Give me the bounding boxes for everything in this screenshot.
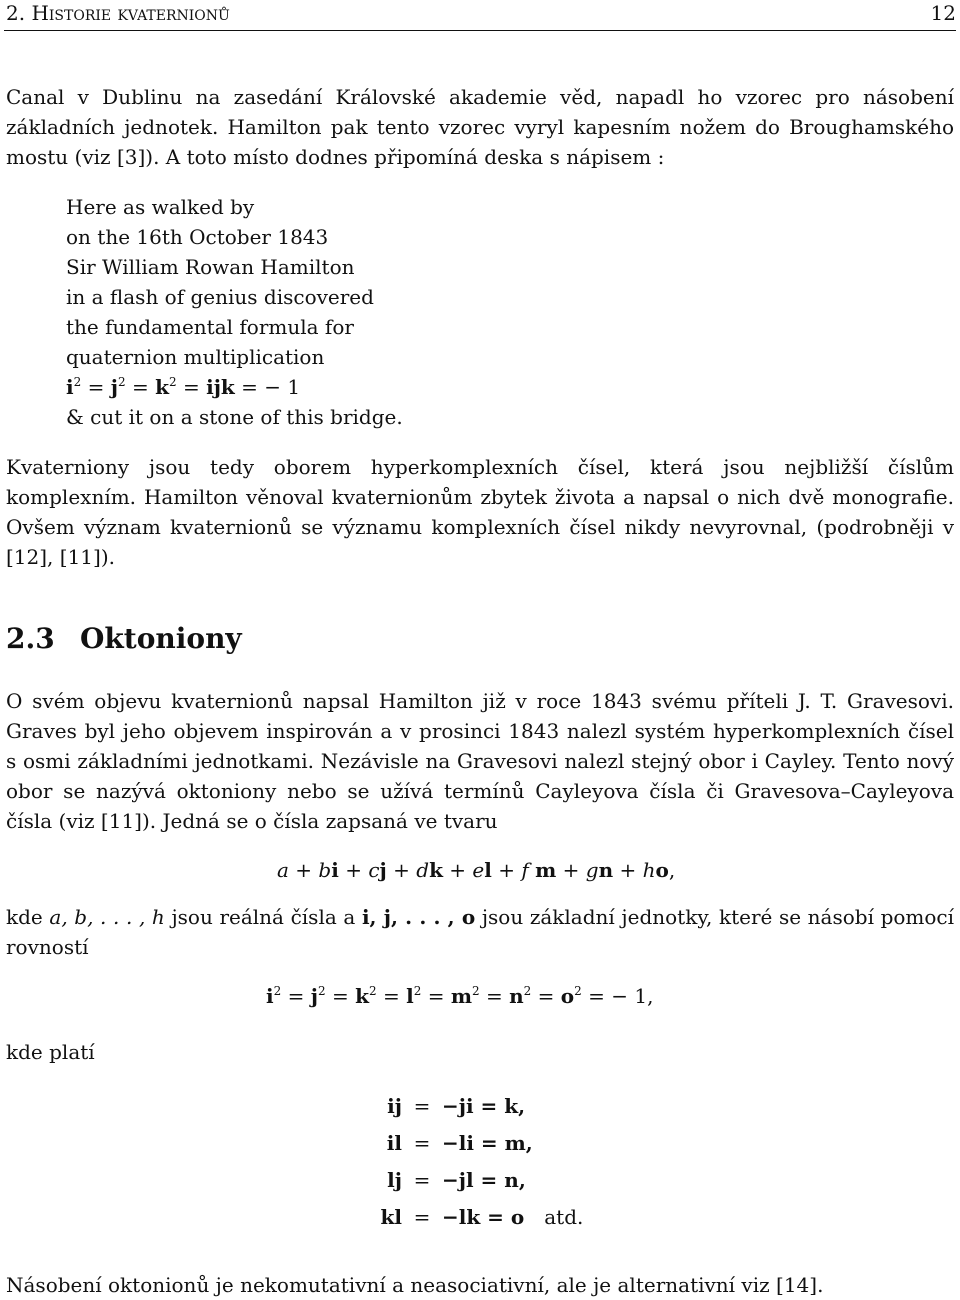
paragraph-quaternions: Kvaterniony jsou tedy oborem hyperkomplexních čísel, která jsou nejbližší číslům komplexním. Hamilton věnoval kvaternionům zbytek života a napsal o nich dvě monografie. Ovšem význam kvaternionů se významu komplexních čísel nikdy nevyrovnal, (podrobněji v [12], [11]). [6, 455, 954, 569]
multiplication-table [362, 1094, 583, 1242]
paragraph-final: Násobení oktonionů je nekomutativní a neasociativní, ale je alternativní viz [14]. [6, 1273, 824, 1297]
plaque-quote [66, 192, 403, 432]
running-header [6, 0, 956, 28]
section-number: 2.3 [6, 622, 55, 655]
table-row: kl = −lk = o atd. [380, 1205, 584, 1229]
table-row: ij = −ji = k, [387, 1094, 526, 1118]
quaternion-formula: $i^2 = j^2 = k^2$ = ijk = − 1 [66, 375, 301, 399]
plaque-line: the fundamental formula for [66, 315, 354, 339]
plaque-line: in a flash of genius discovered [66, 285, 374, 309]
plaque-line: & cut it on a stone of this bridge. [66, 405, 403, 429]
plaque-line: Sir William Rowan Hamilton [66, 255, 355, 279]
chapter-title: 2. Historie kvaternionů [6, 1, 230, 25]
section-title: Oktoniony [80, 622, 242, 655]
paragraph-octonions: O svém objevu kvaternionů napsal Hamilton již v roce 1843 svému příteli J. T. Gravesovi. Graves byl jeho objevem inspirován a v prosinci 1843 nalezl systém hyperkomplexních čísel s osmi základními jednotkami. Nezávisle na Gravesovi nalezl stejný obor i Cayley. Tento nový obor se nazývá oktoniony nebo se užívá termínů Cayleyova čísla či Gravesova–Cayleyova čísla (viz [11]). Jedná se o čísla zapsaná ve tvaru [6, 689, 954, 833]
octonion-form-equation: a + bi + cj + dk + el + f m + gn + ho, [277, 858, 676, 882]
paragraph-canal: Canal v Dublinu na zasedání Královské akademie věd, napadl ho vzorec pro násobení základních jednotek. Hamilton pak tento vzorec vyryl kapesním nožem do Broughamského mostu (viz [3]). A toto místo dodnes připomíná deska s nápisem : [6, 85, 954, 169]
real-coefficients: a, b, . . . , h [49, 905, 165, 929]
page-number: 12 [930, 1, 956, 25]
table-row: lj = −jl = n, [387, 1168, 526, 1192]
units-square-equation: $i^2 = j^2 = k^2 = l^2 = m^2 = n^2 = o^2$ = − 1, [266, 984, 654, 1008]
plaque-line: on the 16th October 1843 [66, 225, 329, 249]
kde-plati-label: kde platí [6, 1040, 95, 1064]
paragraph-units: kde a, b, . . . , h jsou reálná čísla a i, j, . . . , o jsou základní jednotky, které se násobí pomocí rovností [6, 905, 955, 959]
table-row: il = −li = m, [386, 1131, 533, 1155]
section-heading [6, 622, 242, 655]
basis-units: i, j, . . . , o [361, 905, 476, 929]
etc-note: atd. [544, 1205, 584, 1229]
plaque-line: quaternion multiplication [66, 345, 325, 369]
header-rule [4, 30, 956, 31]
plaque-line: Here as walked by [66, 195, 255, 219]
